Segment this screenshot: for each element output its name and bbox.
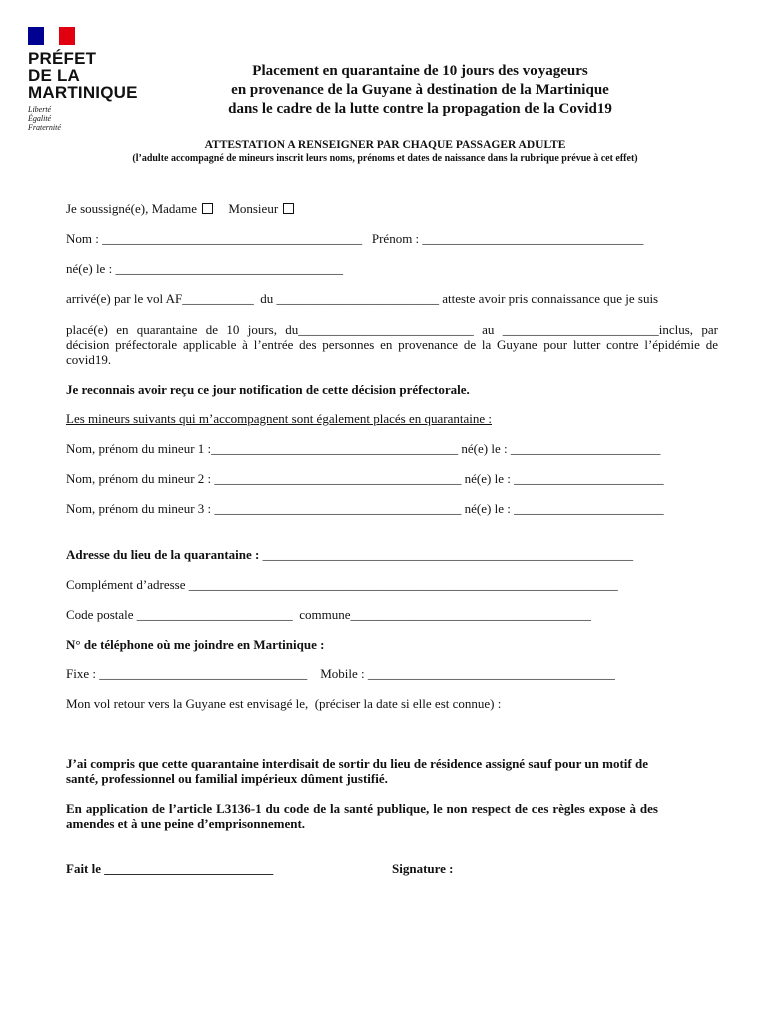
mineurs-heading: Les mineurs suivants qui m’accompagnent sont également placés en quarantaine : [66, 411, 492, 426]
notification-statement: Je reconnais avoir reçu ce jour notification de cette décision préfectorale. [66, 382, 470, 397]
telephone-heading: N° de téléphone où me joindre en Martinique : [66, 637, 325, 652]
logo-motto [28, 105, 158, 132]
logo-line1: PRÉFET [28, 49, 97, 68]
logo-line3: MARTINIQUE [28, 83, 138, 102]
mineur-2-field[interactable]: Nom, prénom du mineur 2 : ______________________________________ né(e) le : _______________________ [66, 471, 664, 486]
adresse-label: Adresse du lieu de la quarantaine : [66, 547, 260, 562]
nom-prenom-field[interactable]: Nom : ________________________________________ Prénom : __________________________________ [66, 231, 644, 246]
civilite-line [66, 201, 296, 217]
adresse-blank[interactable]: _________________________________________________________ [259, 547, 634, 562]
legal-warning-statement: En application de l’article L3136-1 du code de la santé publique, le non respect de ces règles expose à des amendes et à une peine d’emprisonnement. [66, 801, 658, 831]
adresse-field[interactable] [66, 547, 633, 563]
attestation-heading: ATTESTATION A RENSEIGNER PAR CHAQUE PASSAGER ADULTE [204, 139, 566, 151]
motto-egalite: Égalité [28, 114, 52, 123]
date-naissance-field[interactable]: né(e) le : ___________________________________ [66, 261, 343, 276]
prefet-logo [28, 27, 158, 132]
document-title [170, 62, 670, 119]
quarantaine-rules-statement: J’ai compris que cette quarantaine interdisait de sortir du lieu de résidence assigné sauf pour un motif de santé, professionnel ou familial impérieux dûment justifié. [66, 756, 648, 786]
fait-le-field[interactable] [66, 861, 273, 877]
logo-text [28, 50, 158, 101]
monsieur-label: Monsieur [228, 201, 279, 216]
attestation-subheading: (l’adulte accompagné de mineurs inscrit leurs noms, prénoms et dates de naissance dans la rubrique prévue à cet effet) [132, 153, 638, 164]
mineur-3-field[interactable]: Nom, prénom du mineur 3 : ______________________________________ né(e) le : _______________________ [66, 501, 664, 516]
title-line3: dans le cadre de la lutte contre la propagation de la Covid19 [228, 101, 612, 117]
french-flag-icon [28, 27, 75, 45]
fixe-mobile-field[interactable]: Fixe : ________________________________ Mobile : ______________________________________ [66, 666, 615, 681]
fait-le-label[interactable]: Fait le __________________________ [66, 861, 274, 876]
vol-retour-field[interactable]: Mon vol retour vers la Guyane est envisagé le, (préciser la date si elle est connue) : [66, 696, 502, 711]
signature-label[interactable]: Signature : [392, 861, 454, 876]
title-line2: en provenance de la Guyane à destination de la Martinique [231, 82, 609, 98]
vol-arrivee-field[interactable]: arrivé(e) par le vol AF___________ du _________________________ atteste avoir pris connaissance que je suis [66, 291, 659, 306]
complement-adresse-field[interactable]: Complément d’adresse __________________________________________________________________ [66, 577, 618, 592]
title-line1: Placement en quarantaine de 10 jours des voyageurs [252, 63, 588, 79]
motto-fraternite: Fraternité [28, 123, 61, 132]
soussigne-label: Je soussigné(e), Madame [66, 201, 198, 216]
motto-liberte: Liberté [28, 105, 52, 114]
madame-checkbox[interactable] [202, 203, 213, 214]
logo-line2: DE LA [28, 66, 80, 85]
quarantaine-period-paragraph[interactable]: placé(e) en quarantaine de 10 jours, du___________________________ au ________________________inclus, par décision préfectorale applicable à l’entrée des personnes en provenance de la Guyane pour lutter contre l’épidémie de covid19. [66, 322, 718, 367]
code-postal-commune-field[interactable]: Code postale ________________________ commune_____________________________________ [66, 607, 592, 622]
mineur-1-field[interactable]: Nom, prénom du mineur 1 :______________________________________ né(e) le : _______________________ [66, 441, 661, 456]
monsieur-checkbox[interactable] [283, 203, 294, 214]
